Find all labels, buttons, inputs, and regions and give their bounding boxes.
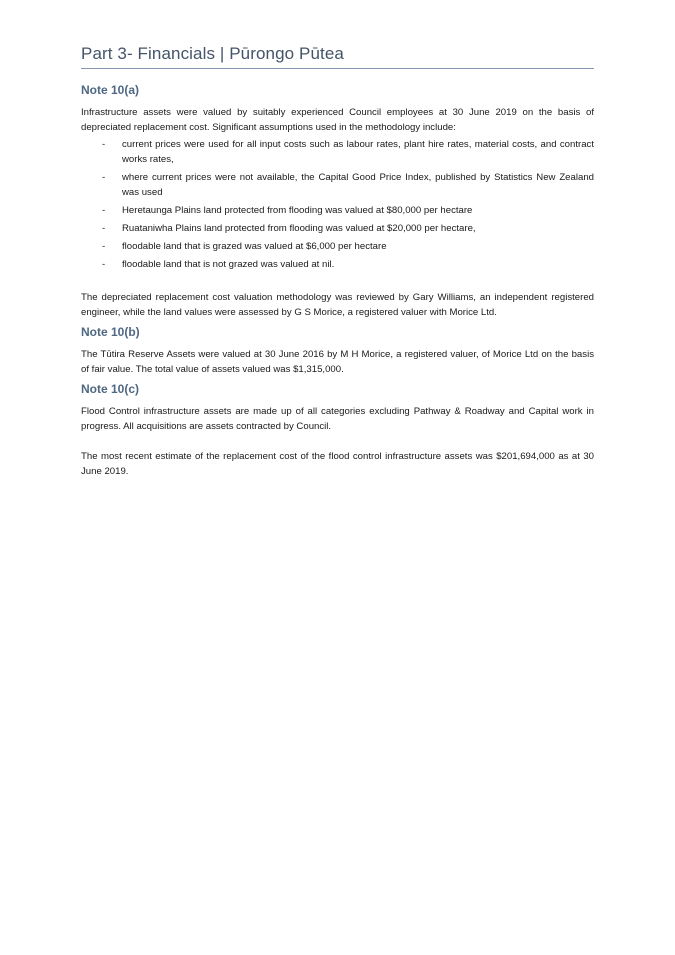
bullet-dash: - (102, 139, 106, 150)
bullet-dash: - (102, 259, 106, 270)
list-item-text: where current prices were not available, the Capital Good Price Index, published by Statistics New Zealand was used (122, 172, 594, 198)
list-item (81, 137, 594, 167)
list-item (81, 203, 594, 218)
list-item (81, 221, 594, 236)
list-item-text: floodable land that is not grazed was valued at nil. (122, 259, 335, 270)
list-item-text: current prices were used for all input costs such as labour rates, plant hire rates, material costs, and contract works rates, (122, 139, 594, 165)
note-10a-intro: Infrastructure assets were valued by suitably experienced Council employees at 30 June 2019 on the basis of depreciated replacement cost. Significant assumptions used in the methodology include: (81, 107, 594, 133)
note-10a-heading: Note 10(a) (81, 83, 140, 97)
bullet-dash: - (102, 241, 106, 252)
note-10b-section (81, 324, 594, 377)
note-10b-heading: Note 10(b) (81, 325, 140, 339)
note-10c-text-2: The most recent estimate of the replacement cost of the flood control infrastructure assets was $201,694,000 as at 30 June 2019. (81, 451, 594, 477)
list-item-text: Heretaunga Plains land protected from flooding was valued at $80,000 per hectare (122, 205, 473, 216)
note-10a-closing: The depreciated replacement cost valuation methodology was reviewed by Gary Williams, an independent registered engineer, while the land values were assessed by G S Morice, a registered valuer with Morice Ltd. (81, 292, 594, 318)
page-title: Part 3- Financials | Pūrongo Pūtea (81, 44, 344, 63)
title-divider (81, 68, 594, 69)
bullet-dash: - (102, 172, 106, 183)
bullet-dash: - (102, 223, 106, 234)
note-10a-section (81, 82, 594, 320)
note-10c-heading: Note 10(c) (81, 382, 140, 396)
document-body (81, 82, 594, 479)
note-10c-text-1: Flood Control infrastructure assets are made up of all categories excluding Pathway & Roadway and Capital work in progress. All acquisitions are assets contracted by Council. (81, 406, 594, 432)
bullet-dash: - (102, 205, 106, 216)
list-item-text: Ruataniwha Plains land protected from flooding was valued at $20,000 per hectare, (122, 223, 476, 234)
list-item (81, 239, 594, 254)
list-item-text: floodable land that is grazed was valued at $6,000 per hectare (122, 241, 387, 252)
note-10c-section (81, 381, 594, 479)
spacer (81, 434, 594, 449)
list-item (81, 257, 594, 272)
assumptions-list (81, 137, 594, 272)
list-item (81, 170, 594, 200)
spacer (81, 275, 594, 290)
note-10b-text: The Tūtira Reserve Assets were valued at 30 June 2016 by M H Morice, a registered valuer, of Morice Ltd on the basis of fair value. The total value of assets valued was $1,315,000. (81, 349, 594, 375)
